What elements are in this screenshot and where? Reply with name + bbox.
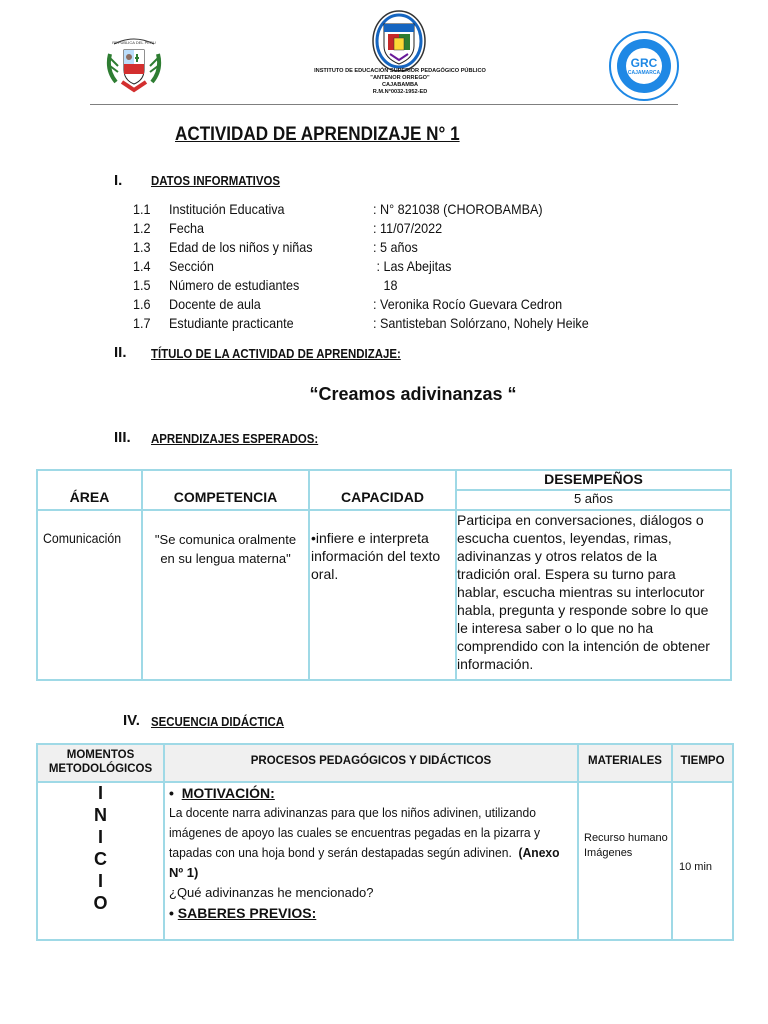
question-text: ¿Qué adivinanzas he mencionado? <box>169 885 374 900</box>
info-value: : 11/07/2022 <box>373 220 443 236</box>
inicio-letter: I <box>97 827 103 847</box>
desempeno-line: escucha cuentos, leyendas, rimas, <box>457 530 672 546</box>
competencia-line: en su lengua materna" <box>160 551 291 566</box>
capacidad-line: oral. <box>311 566 339 582</box>
header-materiales: MATERIALES <box>588 755 662 767</box>
info-number: 1.5 <box>133 277 151 293</box>
desempeno-line: comprendido con la intención de obtener <box>457 638 710 654</box>
info-number: 1.7 <box>133 315 151 331</box>
inicio-letter: I <box>97 871 103 891</box>
section-2-number: II. <box>114 344 127 361</box>
info-value: : N° 821038 (CHOROBAMBA) <box>373 201 543 217</box>
institute-nickname: "ANTENOR ORREGO" <box>370 75 430 81</box>
proc-line: imágenes de apoyo las cuales se encuentras pegadas en la pizarra y <box>169 825 540 840</box>
desempeno-line: hablar, escucha mientras su interlocutor <box>457 584 705 600</box>
info-row <box>0 296 768 315</box>
info-row <box>0 277 768 296</box>
anexo-ref: (Anexo <box>518 845 560 860</box>
bullet-icon: • <box>169 785 182 801</box>
material-item: Recurso humano <box>584 832 668 844</box>
info-value: : 5 años <box>373 239 418 255</box>
grc-regional-logo <box>608 30 680 102</box>
table-divider <box>671 745 673 939</box>
desempeno-line: Participa en conversaciones, diálogos o <box>457 512 704 528</box>
cell-competencia <box>143 530 308 568</box>
header-momentos <box>38 748 163 776</box>
inicio-letter: N <box>94 805 107 825</box>
didactic-sequence-table <box>36 743 734 941</box>
info-label: Número de estudiantes <box>169 277 300 293</box>
info-row <box>0 315 768 334</box>
motivacion-heading <box>169 783 575 803</box>
saberes-title: SABERES PREVIOS: <box>177 905 317 921</box>
info-number: 1.2 <box>133 220 151 236</box>
header-desempenos: DESEMPEÑOS <box>544 471 643 487</box>
proc-line: La docente narra adivinanzas para que los niños adivinen, utilizando <box>169 805 536 820</box>
proc-line-text: tapadas con una hoja bond y serán destapadas según adivinen. <box>169 845 512 860</box>
info-row <box>0 258 768 277</box>
cell-materiales <box>584 831 668 861</box>
material-item: Imágenes <box>584 847 633 859</box>
proc-line <box>169 843 560 863</box>
header-competencia: COMPETENCIA <box>173 489 278 505</box>
info-value: : Veronika Rocío Guevara Cedron <box>373 296 563 312</box>
institute-city: CAJABAMBA <box>381 82 419 88</box>
section-1-number: I. <box>114 172 123 189</box>
info-row <box>0 220 768 239</box>
info-label: Docente de aula <box>169 296 261 312</box>
info-number: 1.3 <box>133 239 151 255</box>
capacidad-line: información del texto <box>311 548 441 564</box>
section-1-title: DATOS INFORMATIVOS <box>151 173 281 188</box>
grc-logo-subtext: CAJAMARCA <box>627 70 661 76</box>
inicio-letter: I <box>97 783 103 803</box>
activity-title: “Creamos adivinanzas “ <box>309 384 517 404</box>
saberes-heading <box>169 903 575 923</box>
header-tiempo: TIEMPO <box>680 755 725 767</box>
info-value: : Las Abejitas <box>373 258 452 274</box>
momentos-line: MOMENTOS <box>66 749 135 761</box>
info-label: Edad de los niños y niñas <box>169 239 313 255</box>
capacidad-line: •infiere e interpreta <box>311 530 429 546</box>
section-3-title: APRENDIZAJES ESPERADOS: <box>151 431 319 446</box>
desempeno-line: información. <box>457 656 534 672</box>
desempeno-line: habla, pregunta y responde sobre lo que <box>457 602 709 618</box>
section-3-number: III. <box>114 429 131 446</box>
info-number: 1.1 <box>133 201 151 217</box>
institute-shield-logo <box>372 10 426 72</box>
info-label: Estudiante practicante <box>169 315 294 331</box>
table-divider <box>163 745 165 939</box>
expected-learning-table <box>36 469 732 681</box>
header-age: 5 años <box>573 491 614 506</box>
table-divider <box>577 745 579 939</box>
section-4-title: SECUENCIA DIDÁCTICA <box>151 714 285 729</box>
institute-name: INSTITUTO DE EDUCACIÓN SUPERIOR PEDAGÓGICO PÚBLICO <box>314 68 486 74</box>
motivacion-title: MOTIVACIÓN: <box>181 785 275 801</box>
info-value: : Santisteban Solórzano, Nohely Heike <box>373 315 589 331</box>
desempeno-line: le interesa saber o lo que no ha <box>457 620 654 636</box>
cell-tiempo: 10 min <box>679 861 713 873</box>
info-label: Sección <box>169 258 214 274</box>
info-number: 1.4 <box>133 258 151 274</box>
grc-logo-text: GRC <box>630 56 658 70</box>
info-row <box>0 201 768 220</box>
institute-resolution: R.M.N°0032-1952-ED <box>372 89 428 95</box>
peru-coat-of-arms-logo <box>104 36 164 94</box>
info-row <box>0 239 768 258</box>
cell-desempeno <box>457 511 729 673</box>
section-4-number: IV. <box>123 712 140 729</box>
info-label: Institución Educativa <box>169 201 285 217</box>
institute-info-block <box>260 68 540 96</box>
bullet-icon: • <box>169 905 178 921</box>
inicio-letter: O <box>93 893 108 913</box>
competencia-line: "Se comunica oralmente <box>154 532 297 547</box>
header-divider <box>90 104 678 105</box>
procesos-content <box>169 783 575 923</box>
cell-capacidad <box>311 529 453 583</box>
info-number: 1.6 <box>133 296 151 312</box>
document-title: ACTIVIDAD DE APRENDIZAJE N° 1 <box>175 124 460 145</box>
header-area: ÁREA <box>69 489 110 505</box>
section-2-title: TÍTULO DE LA ACTIVIDAD DE APRENDIZAJE: <box>151 346 401 361</box>
inicio-letter: C <box>94 849 107 869</box>
momentos-line: METODOLÓGICOS <box>48 763 153 775</box>
cell-area: Comunicación <box>43 530 122 546</box>
header-procesos: PROCESOS PEDAGÓGICOS Y DIDÁCTICOS <box>250 755 492 767</box>
desempeno-line: adivinanzas y otros relatos de la <box>457 548 657 564</box>
info-label: Fecha <box>169 220 205 236</box>
svg-text:REPUBLICA DEL PERU: REPUBLICA DEL PERU <box>112 40 156 45</box>
info-value: 18 <box>373 277 398 293</box>
desempeno-line: tradición oral. Espera su turno para <box>457 566 676 582</box>
anexo-ref-cont: Nº 1) <box>169 865 199 880</box>
momento-inicio <box>38 783 163 915</box>
header-capacidad: CAPACIDAD <box>341 489 424 505</box>
